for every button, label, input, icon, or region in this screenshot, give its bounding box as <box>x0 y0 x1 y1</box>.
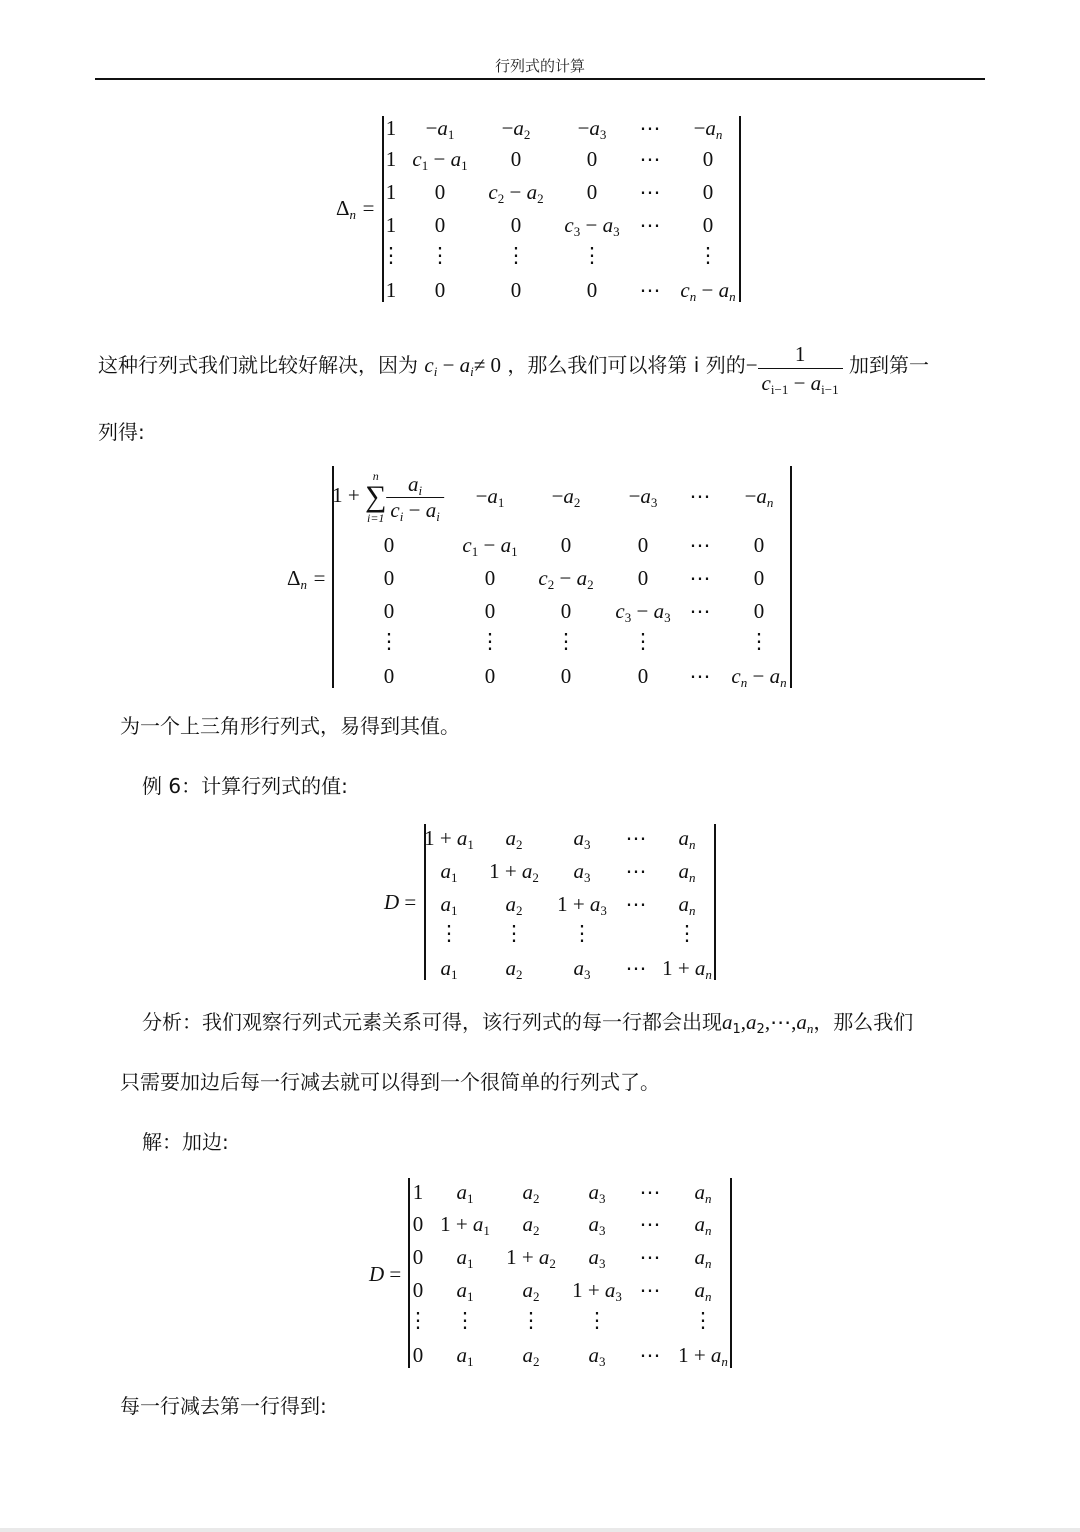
cell: ⋮ <box>407 1308 429 1332</box>
analysis-text-a: 分析：我们观察行列式元素关系可得，该行列式的每一行都会出现 <box>142 1010 722 1034</box>
cell: $a_3$ <box>573 826 591 852</box>
cell: ⋮ <box>429 243 451 267</box>
cell: $-a_n$ <box>693 116 723 142</box>
cell: ⋮ <box>632 629 654 653</box>
cell: ⋮ <box>505 243 527 267</box>
cell: $a_2$ <box>505 956 523 982</box>
cell: ⋮ <box>748 629 770 653</box>
paragraph-2: 为一个上三角形行列式，易得到其值。 <box>120 714 460 738</box>
paragraph-analysis: 分析：我们观察行列式元素关系可得，该行列式的每一行都会出现$a_1,a_2,\cdots,a_n$，那么我们 <box>142 1010 914 1037</box>
paragraph-example-6: 例 6：计算行列式的值: <box>142 774 348 798</box>
cell: 0 <box>753 533 765 557</box>
cell: ⋯ <box>689 599 711 623</box>
cell: ⋮ <box>503 921 525 945</box>
cell: 0 <box>753 566 765 590</box>
cell: $a_3$ <box>588 1245 606 1271</box>
cell: ⋯ <box>639 1343 661 1367</box>
d-symbol: D <box>369 1262 385 1286</box>
cell: ⋯ <box>625 892 647 916</box>
cell: 1 <box>385 116 397 140</box>
cell: $1 + a_n$ <box>678 1343 728 1369</box>
cell: $1 + a_2$ <box>489 859 539 885</box>
cell: ⋯ <box>689 664 711 688</box>
cell: $c_3 - a_3$ <box>615 599 671 625</box>
cell: $1 + a_1$ <box>424 826 474 852</box>
cell: 1 <box>412 1180 424 1204</box>
neq-zero: ≠ 0 <box>473 353 502 377</box>
cell: 0 <box>510 278 522 302</box>
cell: 0 <box>702 147 714 171</box>
cell: 0 <box>383 533 395 557</box>
cell: 0 <box>412 1278 424 1302</box>
cell: $a_n$ <box>694 1245 712 1271</box>
cell: $a_n$ <box>678 892 696 918</box>
cell: ⋮ <box>479 629 501 653</box>
header-rule <box>95 78 985 80</box>
cell: 0 <box>586 147 598 171</box>
paragraph-analysis-cont: 只需要加边后每一行减去就可以得到一个很简单的行列式了。 <box>120 1070 660 1094</box>
cell: $a_1$ <box>440 859 458 885</box>
cell: ⋯ <box>639 1212 661 1236</box>
cell: $a_2$ <box>505 892 523 918</box>
cell: 0 <box>560 533 572 557</box>
cell: $c_2 - a_2$ <box>538 566 594 592</box>
lhs-d: D = <box>384 890 417 914</box>
cell: ⋮ <box>571 921 593 945</box>
cell: 0 <box>702 213 714 237</box>
cell: $c_3 - a_3$ <box>564 213 620 239</box>
cell: $a_n$ <box>678 859 696 885</box>
cell: ⋯ <box>689 484 711 508</box>
cell: $-a_1$ <box>475 484 505 510</box>
sum-cell: 1 + n ∑ i=1 $\frac{a_i}{c_i - a_i}$ <box>332 470 444 524</box>
analysis-text-b: ，那么我们 <box>813 1010 914 1034</box>
cell: ⋯ <box>639 1180 661 1204</box>
paragraph-1: 这种行列式我们就比较好解决，因为 $c_i - a_i\ne 0$ ，那么我们可以将第 i 列的− $\frac{1}{c_{i-1} - a_{i-1}}$ 加到第一 <box>98 342 929 397</box>
cell: 0 <box>412 1343 424 1367</box>
p1-text-b: ，那么我们可以将第 i 列的 <box>507 353 746 377</box>
cell: $-a_n$ <box>744 484 774 510</box>
cell: 0 <box>510 147 522 171</box>
cell: ⋮ <box>520 1308 542 1332</box>
cell: $-a_3$ <box>577 116 607 142</box>
cell: 1 <box>385 278 397 302</box>
cell: $-a_2$ <box>551 484 581 510</box>
cell: $a_3$ <box>588 1212 606 1238</box>
cell: $a_3$ <box>588 1180 606 1206</box>
cell: $a_2$ <box>522 1343 540 1369</box>
cell: 0 <box>484 599 496 623</box>
cell: $a_3$ <box>573 859 591 885</box>
cell: $a_1$ <box>440 892 458 918</box>
cell: ⋯ <box>639 1245 661 1269</box>
cell: 1 <box>385 213 397 237</box>
cell: $a_2$ <box>522 1278 540 1304</box>
cell: $a_n$ <box>678 826 696 852</box>
cell: ⋮ <box>380 243 402 267</box>
cell: $a_n$ <box>694 1180 712 1206</box>
right-bar <box>730 1178 732 1368</box>
cell: $c_2 - a_2$ <box>488 180 544 206</box>
right-bar <box>790 466 792 688</box>
cell: 0 <box>753 599 765 623</box>
cell: 0 <box>383 664 395 688</box>
cell: ⋯ <box>689 566 711 590</box>
cell: $a_1$ <box>440 956 458 982</box>
cell: $-a_2$ <box>501 116 531 142</box>
cell: $1 + a_2$ <box>506 1245 556 1271</box>
cell: 0 <box>586 180 598 204</box>
cell: 0 <box>412 1245 424 1269</box>
delta-symbol: Δ <box>336 196 350 220</box>
running-header: 行列式的计算 <box>494 57 585 75</box>
left-bar <box>408 1178 410 1368</box>
cell: $a_2$ <box>522 1212 540 1238</box>
cell: 1 <box>385 147 397 171</box>
cell: ⋮ <box>676 921 698 945</box>
fraction: $\frac{1}{c_{i-1} - a_{i-1}}$ <box>758 340 843 397</box>
cell: 0 <box>637 566 649 590</box>
cell: ⋯ <box>625 859 647 883</box>
cell: 0 <box>586 278 598 302</box>
cell: ⋯ <box>639 116 661 140</box>
cell: 0 <box>637 664 649 688</box>
cell: 0 <box>560 664 572 688</box>
cell: 0 <box>434 180 446 204</box>
cell: ⋮ <box>586 1308 608 1332</box>
cell: ⋮ <box>454 1308 476 1332</box>
cell: 0 <box>484 566 496 590</box>
cell: 0 <box>637 533 649 557</box>
cell: ⋮ <box>697 243 719 267</box>
cell: 0 <box>434 213 446 237</box>
paragraph-final: 每一行减去第一行得到: <box>120 1394 327 1418</box>
cell: $-a_1$ <box>425 116 455 142</box>
left-bar <box>382 116 384 302</box>
paragraph-1-cont: 列得: <box>98 420 145 444</box>
cell: $1 + a_1$ <box>440 1212 490 1238</box>
cell: $-a_3$ <box>628 484 658 510</box>
page-bottom-edge <box>0 1528 1080 1532</box>
cell: $a_1$ <box>456 1180 474 1206</box>
p1-text-c: 加到第一 <box>848 353 929 377</box>
cell: $a_3$ <box>573 956 591 982</box>
cell: 0 <box>560 599 572 623</box>
lhs-delta-n: $\Delta_n$ = <box>287 566 327 592</box>
cell: ⋯ <box>689 533 711 557</box>
cell: 0 <box>412 1212 424 1236</box>
cell: ⋯ <box>639 180 661 204</box>
sum-symbol: n ∑ i=1 <box>365 469 387 525</box>
cell: ⋯ <box>625 826 647 850</box>
cell: ⋯ <box>639 1278 661 1302</box>
cell: 0 <box>702 180 714 204</box>
cell: $1 + a_3$ <box>572 1278 622 1304</box>
cell: $a_n$ <box>694 1278 712 1304</box>
cell: ⋮ <box>555 629 577 653</box>
cell: $1 + a_3$ <box>557 892 607 918</box>
cell: $c_1 - a_1$ <box>462 533 518 559</box>
cell: 0 <box>434 278 446 302</box>
cell: ⋯ <box>639 278 661 302</box>
cell: 0 <box>484 664 496 688</box>
cell: $a_2$ <box>522 1180 540 1206</box>
cell: $c_n - a_n$ <box>731 664 787 690</box>
p1-text-a: 这种行列式我们就比较好解决，因为 <box>98 353 418 377</box>
cell: ⋮ <box>692 1308 714 1332</box>
cell: ⋮ <box>378 629 400 653</box>
cell: $a_3$ <box>588 1343 606 1369</box>
cell: 0 <box>383 566 395 590</box>
cell: $1 + a_n$ <box>662 956 712 982</box>
cell: ⋯ <box>639 213 661 237</box>
right-bar <box>739 116 741 302</box>
cell: 0 <box>383 599 395 623</box>
right-bar <box>714 824 716 980</box>
cell: $a_1$ <box>456 1245 474 1271</box>
paragraph-solution: 解：加边: <box>142 1130 229 1154</box>
lhs-d: D = <box>369 1262 402 1286</box>
cell: $a_n$ <box>694 1212 712 1238</box>
cell: ⋯ <box>639 147 661 171</box>
d-symbol: D <box>384 890 400 914</box>
lhs-delta-n: $\Delta_n$ = <box>336 196 376 222</box>
fraction-numerator: 1 <box>758 340 843 369</box>
cell: 1 <box>385 180 397 204</box>
cell: $a_1$ <box>456 1343 474 1369</box>
cell: 0 <box>510 213 522 237</box>
cell: $a_2$ <box>505 826 523 852</box>
cell: $c_n - a_n$ <box>680 278 736 304</box>
cell: ⋮ <box>581 243 603 267</box>
cell: $c_1 - a_1$ <box>412 147 468 173</box>
cell: ⋯ <box>625 956 647 980</box>
cell: ⋮ <box>438 921 460 945</box>
cell: $a_1$ <box>456 1278 474 1304</box>
